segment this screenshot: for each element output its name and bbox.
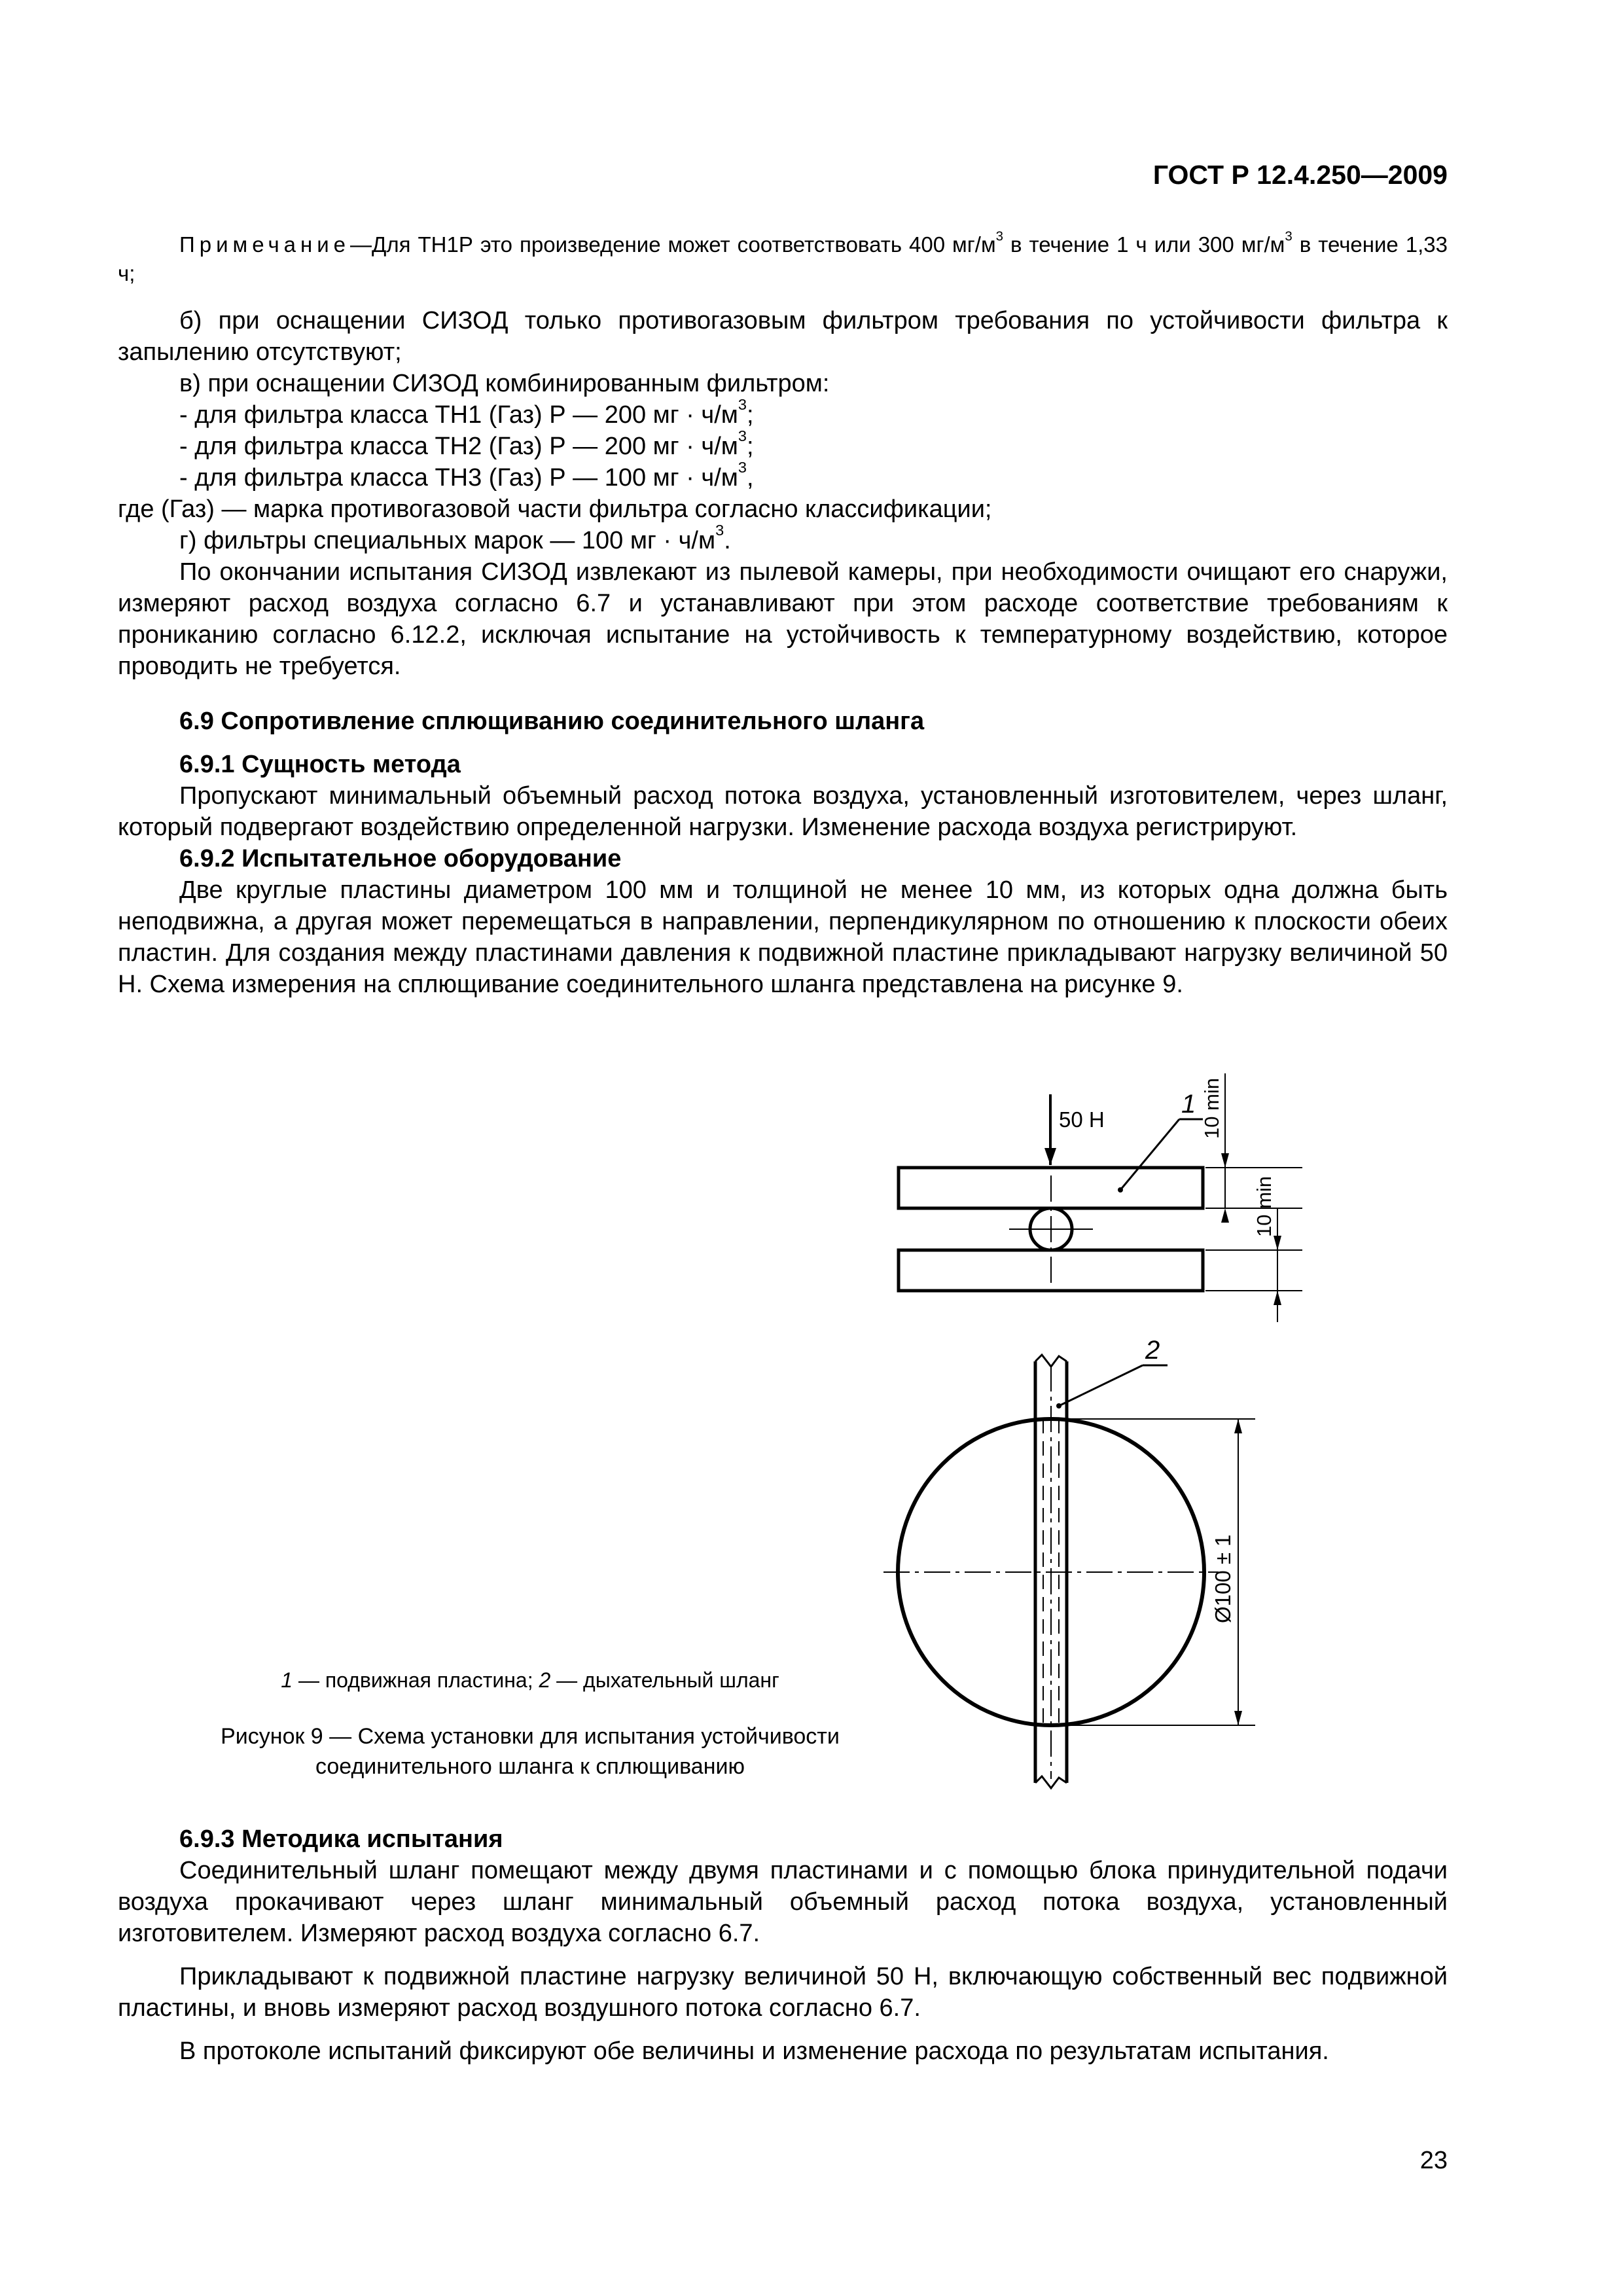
figure-legend: 1 — подвижная пластина; 2 — дыхательный шланг <box>281 1668 779 1692</box>
figure-9-diagram <box>851 1047 1374 1800</box>
leader-1 <box>1120 1119 1179 1190</box>
filter-class-th3: - для фильтра класса ТН3 (Газ) Р — 100 мг · $ч/м^3$, <box>179 458 754 492</box>
filter-class-th1: - для фильтра класса ТН1 (Газ) Р — 200 мг · $ч/м^3$; <box>179 395 754 429</box>
section-6-9-2-text: Две круглые пластины диаметром 100 мм и толщиной не менее 10 мм, из которых одна должна быть неподвижна, а другая может перемещаться в направлении, перпендикулярном по отношению к плоскости обеих пластин. Для создания между пластинами давления к подвижной пластине прикладывают нагрузку величиной 50 Н. Схема измерения на сплющивание соединительного шланга представлена на рисунке 9. <box>118 876 1448 998</box>
item-b: б) при оснащении СИЗОД только противогазовым фильтром требования по устойчивости фильтра к запылению отсутствуют; <box>118 307 1448 366</box>
leader-2 <box>1059 1365 1143 1406</box>
force-arrow-head <box>1044 1148 1056 1165</box>
section-6-9-3-p2: Прикладывают к подвижной пластине нагрузку величиной 50 Н, включающую собственный вес подвижной пластины, и вновь измеряют расход воздушного потока согласно 6.7. <box>118 1963 1448 2022</box>
figure-caption: Рисунок 9 — Схема установки для испытания устойчивости соединительного шланга к сплющиванию <box>221 1724 840 1779</box>
section-6-9-3-title: 6.9.3 Методика испытания <box>179 1825 503 1853</box>
force-label: 50 Н <box>1059 1107 1105 1132</box>
section-6-9-2-title: 6.9.2 Испытательное оборудование <box>179 845 622 872</box>
dim-top-label: 10 min <box>1200 1077 1223 1139</box>
top-text-block <box>118 230 1448 1000</box>
label-1: 1 <box>1181 1090 1196 1119</box>
label-2: 2 <box>1145 1336 1160 1365</box>
note-paragraph: Примечание—Для ТН1Р это произведение может соответствовать 400 $мг/м^3$ в течение 1 ч или 300 $мг/м^3$ в течение 1,33 ч; <box>118 228 1448 285</box>
section-6-9-3-p3: В протоколе испытаний фиксируют обе величины и изменение расхода по результатам испытания. <box>179 2037 1329 2065</box>
paragraph-after-test: По окончании испытания СИЗОД извлекают из пылевой камеры, при необходимости очищают его снаружи, измеряют расход воздуха согласно 6.7 и устанавливают при этом расходе соответствие требованиям к прониканию согласно 6.12.2, исключая испытание на устойчивость к температурному воздействию, которое проводить не требуется. <box>118 558 1448 680</box>
page-number: 23 <box>1419 2147 1448 2174</box>
hose-break-top <box>1035 1355 1067 1367</box>
section-6-9-1-text: Пропускают минимальный объемный расход потока воздуха, установленный изготовителем, через шланг, который подвергают воздействию определенной нагрузки. Изменение расхода воздуха регистрируют. <box>118 782 1448 841</box>
item-g: г) фильтры специальных марок — 100 мг · $ч/м^3$. <box>179 521 731 554</box>
document-id-header: ГОСТ Р 12.4.250—2009 <box>1152 160 1448 190</box>
section-6-9-1-title: 6.9.1 Сущность метода <box>179 751 461 778</box>
dim-bottom-label: 10 min <box>1253 1175 1275 1237</box>
filter-class-th2: - для фильтра класса ТН2 (Газ) Р — 200 мг · $ч/м^3$; <box>179 427 754 460</box>
note-label: Примечание <box>179 232 351 257</box>
where-gas-line: где (Газ) — марка противогазовой части фильтра согласно классификации; <box>118 495 992 523</box>
section-6-9-title: 6.9 Сопротивление сплющиванию соединительного шланга <box>179 708 925 735</box>
item-v: в) при оснащении СИЗОД комбинированным фильтром: <box>179 370 830 397</box>
dim-diameter-label: Ø100 ± 1 <box>1211 1534 1235 1623</box>
section-6-9-3-p1: Соединительный шланг помещают между двумя пластинами и с помощью блока принудительной подачи воздуха прокачивают через шланг минимальный объемный расход потока воздуха, установленный изготовителем. Измеряют расход воздуха согласно 6.7. <box>118 1857 1448 1947</box>
section-6-9-3 <box>118 1823 1448 2067</box>
